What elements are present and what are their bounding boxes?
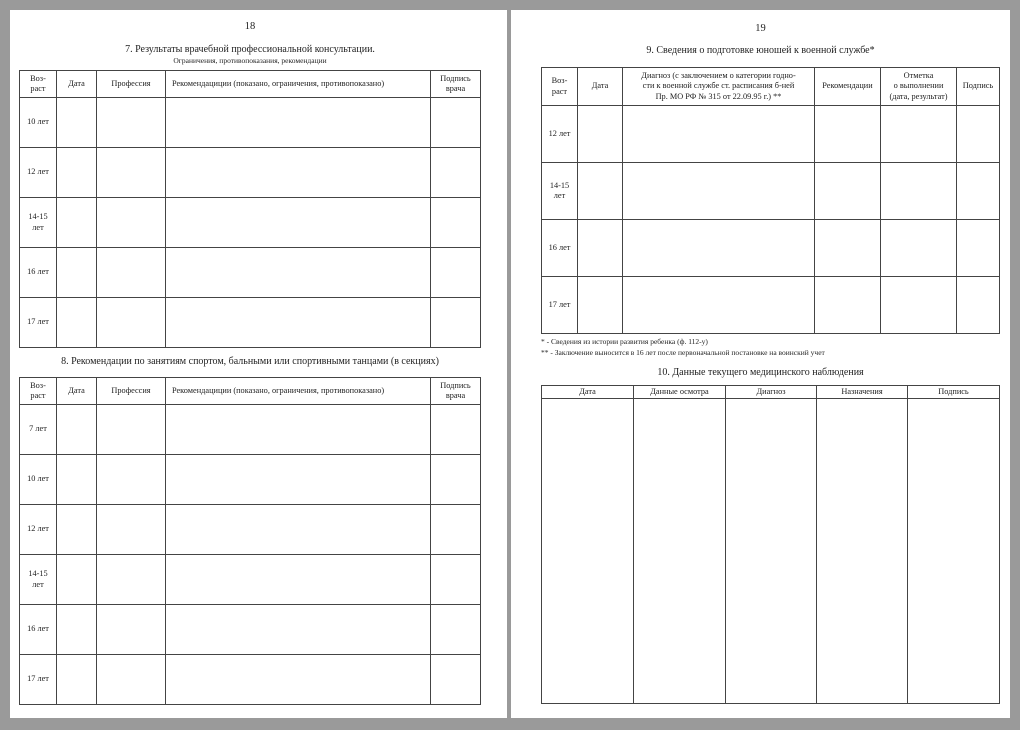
table-header-row [542, 386, 1000, 399]
table-cell[interactable] [97, 455, 166, 505]
table-cell[interactable] [431, 248, 481, 298]
table-row [20, 248, 481, 298]
header-date: Дата [57, 71, 97, 98]
header-date: Дата [542, 386, 634, 399]
right-page [511, 10, 1010, 718]
table-header-row [20, 378, 481, 405]
header-profession: Профессия [97, 71, 166, 98]
table-cell[interactable] [542, 399, 634, 704]
table-row [542, 399, 1000, 704]
section-7-title: 7. Результаты врачебной профессиональной консультации. [125, 44, 375, 55]
age-cell: 12 лет [542, 106, 578, 163]
table-row [542, 220, 1000, 277]
header-date: Дата [57, 378, 97, 405]
table-cell[interactable] [166, 298, 431, 348]
table-cell[interactable] [957, 163, 1000, 220]
table-row [20, 98, 481, 148]
header-exam-data: Данные осмотра [634, 386, 726, 399]
table-cell[interactable] [97, 148, 166, 198]
table-cell[interactable] [431, 198, 481, 248]
header-age: Воз- раст [542, 68, 578, 106]
table-cell[interactable] [97, 98, 166, 148]
age-cell: 10 лет [20, 455, 57, 505]
sports-recommendations-table [19, 377, 481, 705]
table-cell[interactable] [57, 405, 97, 455]
footnote-1: * - Сведения из истории развития ребенка (ф. 112-у) [541, 337, 708, 346]
table-cell[interactable] [97, 555, 166, 605]
table-cell[interactable] [431, 605, 481, 655]
age-cell: 17 лет [20, 655, 57, 705]
table-cell[interactable] [57, 655, 97, 705]
age-cell: 12 лет [20, 148, 57, 198]
table-cell[interactable] [166, 505, 431, 555]
table-row [20, 405, 481, 455]
table-cell[interactable] [97, 298, 166, 348]
table-row [20, 505, 481, 555]
table-cell[interactable] [57, 248, 97, 298]
table-row [20, 148, 481, 198]
table-cell[interactable] [578, 106, 623, 163]
table-row [20, 455, 481, 505]
military-service-table [541, 67, 1000, 334]
age-cell: 17 лет [20, 298, 57, 348]
table-row [20, 555, 481, 605]
table-cell[interactable] [578, 277, 623, 334]
table-cell[interactable] [57, 148, 97, 198]
header-diagnosis: Диагноз [726, 386, 817, 399]
table-cell[interactable] [957, 106, 1000, 163]
footnote-2: ** - Заключение выносится в 16 лет после первоначальной постановке на воинский учет [541, 348, 825, 357]
table-cell[interactable] [957, 277, 1000, 334]
table-cell[interactable] [166, 605, 431, 655]
table-cell[interactable] [57, 505, 97, 555]
table-cell[interactable] [815, 277, 881, 334]
header-signature: Подпись [957, 68, 1000, 106]
table-cell[interactable] [815, 163, 881, 220]
table-cell[interactable] [97, 605, 166, 655]
table-cell[interactable] [57, 98, 97, 148]
header-recommendations: Рекомендациции (показано, ограничения, противопоказано) [166, 71, 431, 98]
table-row [542, 106, 1000, 163]
table-cell[interactable] [166, 248, 431, 298]
table-row [20, 605, 481, 655]
table-cell[interactable] [166, 198, 431, 248]
table-cell[interactable] [431, 505, 481, 555]
table-cell[interactable] [97, 198, 166, 248]
table-cell[interactable] [166, 148, 431, 198]
age-cell: 16 лет [542, 220, 578, 277]
header-age: Воз- раст [20, 378, 57, 405]
age-cell: 14-15 лет [542, 163, 578, 220]
table-cell[interactable] [957, 220, 1000, 277]
section-10-title: 10. Данные текущего медицинского наблюдения [657, 367, 864, 378]
age-cell: 10 лет [20, 98, 57, 148]
table-header-row [542, 68, 1000, 106]
table-cell[interactable] [431, 298, 481, 348]
table-cell[interactable] [815, 106, 881, 163]
table-row [20, 198, 481, 248]
table-cell[interactable] [726, 399, 817, 704]
table-row [542, 163, 1000, 220]
table-cell[interactable] [578, 220, 623, 277]
table-cell[interactable] [166, 405, 431, 455]
table-cell[interactable] [881, 163, 957, 220]
table-cell[interactable] [623, 163, 815, 220]
table-cell[interactable] [881, 277, 957, 334]
table-cell[interactable] [578, 163, 623, 220]
table-cell[interactable] [97, 505, 166, 555]
table-cell[interactable] [166, 555, 431, 605]
section-9-title: 9. Сведения о подготовке юношей к военной службе* [646, 45, 875, 56]
table-row [542, 277, 1000, 334]
table-cell[interactable] [431, 655, 481, 705]
page-number: 19 [755, 23, 766, 34]
table-row [20, 655, 481, 705]
age-cell: 12 лет [20, 505, 57, 555]
section-8-title: 8. Рекомендации по занятиям спортом, бальными или спортивными танцами (в секциях) [61, 356, 439, 367]
table-cell[interactable] [431, 148, 481, 198]
header-completion-mark: Отметка о выполнении (дата, результат) [881, 68, 957, 106]
table-cell[interactable] [97, 405, 166, 455]
age-cell: 14-15 лет [20, 198, 57, 248]
table-cell[interactable] [57, 605, 97, 655]
header-profession: Профессия [97, 378, 166, 405]
table-cell[interactable] [431, 98, 481, 148]
table-row [20, 298, 481, 348]
table-cell[interactable] [881, 220, 957, 277]
table-cell[interactable] [623, 277, 815, 334]
header-date: Дата [578, 68, 623, 106]
table-cell[interactable] [166, 455, 431, 505]
section-7-subtitle: Ограничения, противопоказания, рекомендации [173, 56, 327, 65]
table-cell[interactable] [97, 248, 166, 298]
header-recommendations: Рекомендациции (показано, ограничения, противопоказано) [166, 378, 431, 405]
table-cell[interactable] [431, 555, 481, 605]
table-header-row [20, 71, 481, 98]
page-number: 18 [244, 21, 256, 32]
table-cell[interactable] [431, 405, 481, 455]
consultation-table [19, 70, 481, 348]
header-signature: Подпись [908, 386, 1000, 399]
header-diagnosis: Диагноз (с заключением о категории годно- сти к военной службе ст. расписания б-ней Пр. МО РФ № 315 от 22.09.95 г.) ** [623, 68, 815, 106]
table-cell[interactable] [431, 455, 481, 505]
table-cell[interactable] [166, 655, 431, 705]
medical-observation-table [541, 385, 1000, 704]
age-cell: 14-15 лет [20, 555, 57, 605]
table-cell[interactable] [908, 399, 1000, 704]
table-cell[interactable] [815, 220, 881, 277]
table-cell[interactable] [57, 455, 97, 505]
table-cell[interactable] [817, 399, 908, 704]
table-cell[interactable] [57, 555, 97, 605]
header-doctor-signature: Подпись врача [431, 378, 481, 405]
header-prescriptions: Назначения [817, 386, 908, 399]
table-cell[interactable] [57, 298, 97, 348]
age-cell: 16 лет [20, 605, 57, 655]
age-cell: 16 лет [20, 248, 57, 298]
header-doctor-signature: Подпись врача [431, 71, 481, 98]
table-cell[interactable] [623, 106, 815, 163]
age-cell: 7 лет [20, 405, 57, 455]
left-page [10, 10, 507, 718]
header-recommendations: Рекомендации [815, 68, 881, 106]
table-cell[interactable] [57, 198, 97, 248]
table-cell[interactable] [97, 655, 166, 705]
age-cell: 17 лет [542, 277, 578, 334]
table-cell[interactable] [634, 399, 726, 704]
table-cell[interactable] [881, 106, 957, 163]
header-age: Воз- раст [20, 71, 57, 98]
table-cell[interactable] [166, 98, 431, 148]
table-cell[interactable] [623, 220, 815, 277]
